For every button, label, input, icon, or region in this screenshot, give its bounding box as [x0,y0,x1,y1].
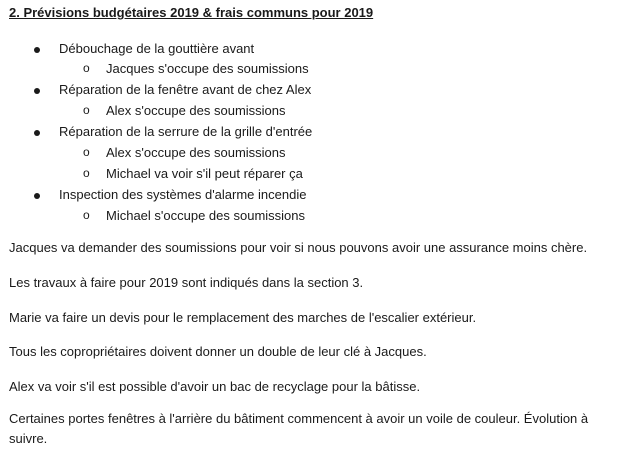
paragraph: Alex va voir s'il est possible d'avoir un bac de recyclage pour la bâtisse. [9,379,421,394]
circle-bullet-icon: o [83,61,90,75]
bullet-icon [34,47,40,53]
paragraph: Les travaux à faire pour 2019 sont indiqués dans la section 3. [9,275,364,290]
circle-bullet-icon: o [83,208,90,222]
sub-list-item-label: Michael s'occupe des soumissions [106,208,306,223]
bullet-icon [34,88,40,94]
bullet-icon [34,130,40,136]
section-title: 2. Prévisions budgétaires 2019 & frais communs pour 2019 [9,5,374,20]
paragraph: Marie va faire un devis pour le remplacement des marches de l'escalier extérieur. [9,310,477,325]
list-item-label: Réparation de la fenêtre avant de chez Alex [59,82,312,97]
sub-list-item-label: Alex s'occupe des soumissions [106,145,286,160]
sub-list-item-label: Michael va voir s'il peut réparer ça [106,166,303,181]
list-item-label: Inspection des systèmes d'alarme incendie [59,187,307,202]
circle-bullet-icon: o [83,103,90,117]
sub-list-item-label: Jacques s'occupe des soumissions [106,61,309,76]
paragraph: Jacques va demander des soumissions pour voir si nous pouvons avoir une assurance moins chère. [9,240,588,255]
list-item-label: Réparation de la serrure de la grille d'entrée [59,124,313,139]
circle-bullet-icon: o [83,166,90,180]
paragraph: Certaines portes fenêtres à l'arrière du bâtiment commencent à avoir un voile de couleur. Évolution à suivre. [9,411,589,446]
paragraph: Tous les copropriétaires doivent donner un double de leur clé à Jacques. [9,344,427,359]
bullet-icon [34,193,40,199]
circle-bullet-icon: o [83,145,90,159]
list-item-label: Débouchage de la gouttière avant [59,41,255,56]
sub-list-item-label: Alex s'occupe des soumissions [106,103,286,118]
